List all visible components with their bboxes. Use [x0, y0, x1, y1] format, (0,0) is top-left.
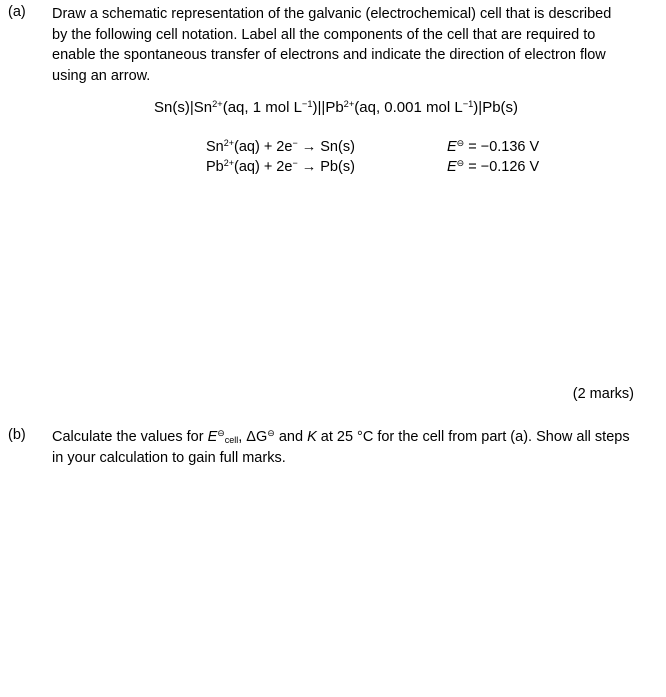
- e-symbol: E: [447, 159, 457, 175]
- notation-text: (aq, 0.001 mol L: [354, 99, 463, 116]
- notation-superscript: −1: [301, 98, 313, 109]
- reaction-charge: 2+: [223, 138, 234, 149]
- e-symbol: E: [447, 139, 457, 155]
- part-b-label: (b): [8, 427, 26, 443]
- k-symbol: K: [307, 429, 317, 445]
- standard-potential-sn: [447, 139, 539, 155]
- reaction-text: (aq) + 2e: [234, 159, 293, 175]
- standard-potential-pb: [447, 159, 539, 175]
- notation-superscript: −1: [462, 98, 474, 109]
- part-a-question: [52, 4, 652, 86]
- notation-superscript: 2+: [212, 98, 223, 109]
- notation-text: )|Pb(s): [473, 99, 519, 116]
- question-text: and: [274, 429, 308, 445]
- reaction-charge: 2+: [223, 158, 234, 169]
- notation-text: )||Pb: [312, 99, 344, 116]
- potential-value: = −0.126 V: [464, 159, 540, 175]
- question-line: enable the spontaneous transfer of electrons and indicate the direction of electron flow: [52, 47, 606, 63]
- cell-notation: [154, 99, 518, 116]
- reaction-species: Sn: [206, 139, 224, 155]
- cell-subscript: cell: [224, 435, 239, 446]
- question-line: [52, 427, 652, 448]
- reaction-species: Pb: [206, 159, 224, 175]
- reaction-product: → Pb(s): [297, 159, 355, 175]
- reaction-product: → Sn(s): [297, 139, 355, 155]
- part-b-question: [52, 427, 652, 468]
- electron-charge: −: [292, 138, 298, 149]
- standard-symbol: ⊖: [267, 428, 275, 439]
- reaction-text: (aq) + 2e: [234, 139, 293, 155]
- standard-symbol: ⊖: [217, 428, 225, 439]
- half-reaction-pb: [206, 159, 355, 175]
- question-text: , ΔG: [238, 429, 268, 445]
- part-a-label: (a): [8, 4, 26, 20]
- e-symbol: E: [207, 429, 218, 445]
- notation-text: (aq, 1 mol L: [222, 99, 302, 116]
- standard-symbol: ⊖: [456, 158, 465, 169]
- notation-text: Sn(s)|Sn: [154, 99, 213, 116]
- question-line: using an arrow.: [52, 67, 151, 84]
- question-text: Calculate the values for: [52, 429, 208, 445]
- marks-label: (2 marks): [572, 386, 634, 402]
- notation-superscript: 2+: [343, 98, 355, 109]
- half-reaction-sn: [206, 139, 355, 155]
- question-line: in your calculation to gain full marks.: [52, 449, 286, 466]
- question-line: Draw a schematic representation of the galvanic (electrochemical) cell that is described: [52, 6, 612, 22]
- standard-symbol: ⊖: [456, 138, 465, 149]
- question-line: by the following cell notation. Label all the components of the cell that are required to: [52, 26, 596, 43]
- electron-charge: −: [292, 158, 298, 169]
- potential-value: = −0.136 V: [464, 139, 540, 155]
- question-text: at 25 °C for the cell from part (a). Show all steps: [316, 429, 630, 445]
